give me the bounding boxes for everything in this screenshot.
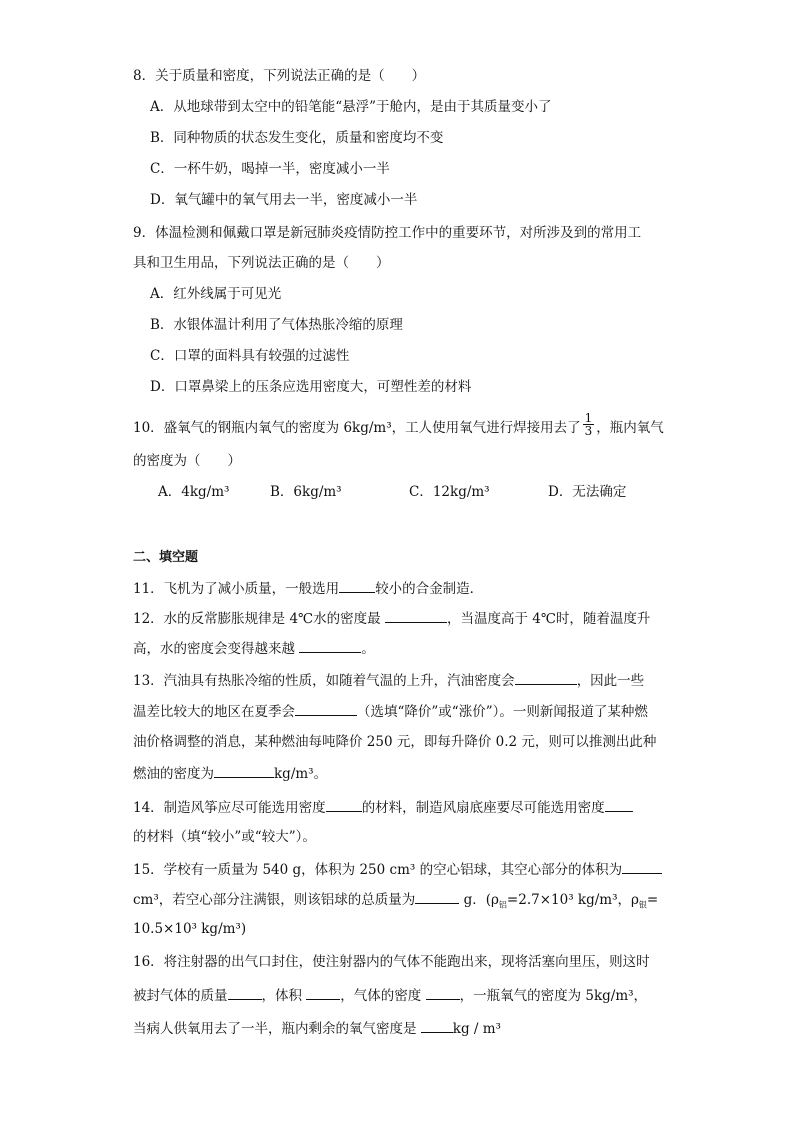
answer-blank[interactable] bbox=[306, 985, 340, 1000]
q15-text-2: cm³，若空心部分注满银，则该铝球的总质量为 bbox=[133, 892, 416, 908]
q13-line4 bbox=[133, 763, 327, 784]
subscript-aluminum: 铝 bbox=[498, 900, 507, 910]
q10-stem-text-after: ，瓶内氧气 bbox=[596, 420, 664, 436]
answer-blank[interactable] bbox=[299, 638, 361, 653]
q11-text-after: 较小的合金制造． bbox=[375, 581, 484, 597]
q10-option-c: C．12kg/m³ bbox=[409, 484, 490, 500]
q16-line1: 16．将注射器的出气口封住，使注射器内的气体不能跑出来，现将活塞向里压，则这时 bbox=[133, 954, 650, 970]
q16-text-c: ，气体的密度 bbox=[340, 988, 426, 1004]
q10-option-d: D．无法确定 bbox=[548, 484, 627, 500]
q8-option-b: B．同种物质的状态发生变化，质量和密度均不变 bbox=[150, 130, 444, 146]
q13-text-2-after: （选填“降价”或“涨价”）。一则新闻报道了某种燃 bbox=[357, 704, 648, 720]
q10-option-b: B．6kg/m³ bbox=[270, 484, 342, 500]
answer-blank[interactable] bbox=[622, 859, 662, 874]
q15-text-1: 15．学校有一质量为 540 g，体积为 250 cm³ 的空心铝球，其空心部分的体积为 bbox=[133, 862, 623, 878]
answer-blank[interactable] bbox=[605, 797, 633, 812]
answer-blank[interactable] bbox=[339, 578, 375, 593]
q13-text-2: 温差比较大的地区在夏季会 bbox=[133, 704, 295, 720]
q14-text-1: 14．制造风筝应尽可能选用密度 bbox=[133, 800, 326, 816]
q15-text-2-mid: =2.7×10³ kg/m³，ρ bbox=[506, 892, 639, 908]
q13-text-1-after: ，因此一些 bbox=[576, 673, 645, 689]
answer-blank[interactable] bbox=[415, 889, 459, 904]
q12-line1 bbox=[133, 608, 650, 629]
q15-line3: 10.5×10³ kg/m³) bbox=[133, 921, 247, 937]
q16-text-b: ，体积 bbox=[261, 988, 307, 1004]
q11-text: 11．飞机为了减小质量，一般选用 bbox=[133, 581, 340, 597]
q8-stem: 8．关于质量和密度，下列说法正确的是（ ） bbox=[133, 68, 426, 84]
q13-line1 bbox=[133, 670, 644, 691]
q13-text-4: 燃油的密度为 bbox=[133, 766, 214, 782]
answer-blank[interactable] bbox=[515, 670, 577, 685]
answer-blank[interactable] bbox=[426, 985, 460, 1000]
q15-line2 bbox=[133, 889, 658, 916]
q14-line1 bbox=[133, 797, 633, 818]
q16-line2 bbox=[133, 985, 647, 1006]
q16-line3 bbox=[133, 1018, 501, 1039]
q8-option-d: D．氧气罐中的氧气用去一半，密度减小一半 bbox=[150, 192, 418, 208]
q15-text-2-after: g．(ρ bbox=[459, 892, 499, 908]
fraction-one-third bbox=[583, 412, 595, 437]
q8-option-a: A．从地球带到太空中的铅笔能“悬浮”于舱内，是由于其质量变小了 bbox=[150, 99, 552, 115]
q10-stem-line1 bbox=[133, 411, 664, 441]
answer-blank[interactable] bbox=[385, 608, 447, 623]
q11-line bbox=[133, 578, 483, 599]
q13-text-1: 13．汽油具有热胀冷缩的性质，如随着气温的上升，汽油密度会 bbox=[133, 673, 515, 689]
answer-blank[interactable] bbox=[326, 797, 362, 812]
q13-line2 bbox=[133, 701, 648, 722]
q12-text-2: 高，水的密度会变得越来越 bbox=[133, 641, 300, 657]
q14-text-1-mid: 的材料，制造风扇底座要尽可能选用密度 bbox=[361, 800, 605, 816]
q9-option-d: D．口罩鼻梁上的压条应选用密度大，可塑性差的材料 bbox=[150, 379, 472, 395]
q10-stem-line2: 的密度为（ ） bbox=[133, 453, 241, 469]
q16-text-d: ，一瓶氧气的密度为 5kg/m³， bbox=[459, 988, 648, 1004]
q9-option-b: B．水银体温计利用了气体热胀冷缩的原理 bbox=[150, 317, 403, 333]
fraction-denominator: 3 bbox=[584, 424, 593, 438]
answer-blank[interactable] bbox=[295, 701, 357, 716]
q13-line3: 油价格调整的消息，某种燃油每吨降价 250 元，即每升降价 0.2 元，则可以推测出此种 bbox=[133, 734, 657, 750]
q10-stem-text: 10．盛氧气的钢瓶内氧气的密度为 6kg/m³，工人使用氧气进行焊接用去了 bbox=[133, 420, 581, 436]
answer-blank[interactable] bbox=[214, 763, 274, 778]
q14-line2: 的材料（填“较小”或“较大”）。 bbox=[133, 829, 316, 845]
q10-option-a: A．4kg/m³ bbox=[158, 484, 230, 500]
fraction-numerator: 1 bbox=[584, 411, 593, 425]
q9-stem-line2: 具和卫生用品，下列说法正确的是（ ） bbox=[133, 255, 390, 271]
subscript-silver: 银 bbox=[638, 900, 647, 910]
q12-line2 bbox=[133, 638, 375, 659]
q9-option-c: C．口罩的面料具有较强的过滤性 bbox=[150, 348, 350, 364]
section-title-fill-in: 二、填空题 bbox=[133, 550, 199, 565]
q12-text: 12．水的反常膨胀规律是 4℃水的密度最 bbox=[133, 611, 385, 627]
q16-text-3-after: kg / m³ bbox=[452, 1021, 501, 1037]
q9-stem-line1: 9．体温检测和佩戴口罩是新冠肺炎疫情防控工作中的重要环节，对所涉及到的常用工 bbox=[133, 225, 642, 241]
answer-blank[interactable] bbox=[421, 1018, 453, 1033]
q12-text-2-after: 。 bbox=[361, 641, 375, 657]
q16-text-a: 被封气体的质量 bbox=[133, 988, 228, 1004]
q16-text-3: 当病人供氧用去了一半，瓶内剩余的氧气密度是 bbox=[133, 1021, 421, 1037]
q15-line1 bbox=[133, 859, 662, 880]
q15-text-2-end: = bbox=[646, 892, 659, 908]
q12-text-after: ，当温度高于 4℃时，随着温度升 bbox=[446, 611, 651, 627]
answer-blank[interactable] bbox=[228, 985, 262, 1000]
q9-option-a: A．红外线属于可见光 bbox=[150, 286, 282, 302]
q8-option-c: C．一杯牛奶，喝掉一半，密度减小一半 bbox=[150, 161, 390, 177]
q13-text-4-after: kg/m³。 bbox=[274, 766, 328, 782]
